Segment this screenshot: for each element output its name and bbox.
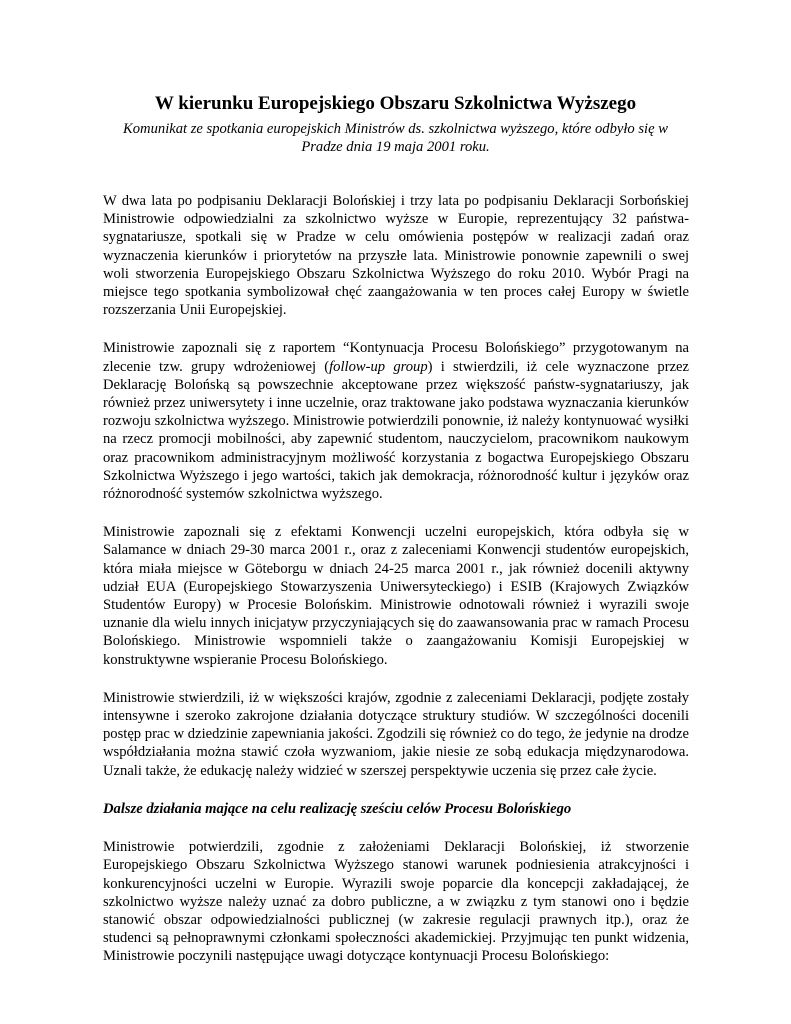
paragraph-progress: Ministrowie stwierdzili, iż w większości krajów, zgodnie z zaleceniami Deklaracji, podjęte zostały intensywne i szeroko zakrojone działania dotyczące struktury studiów. W szczególności docenili postęp prac w dziedzinie zapewniania jakości. Zgodzili się również co do tego, że jedynie na drodze współdziałania można stawić czoła wyzwaniom, jakie niesie ze sobą edukacja międzynarodowa. Uznali także, że edukację należy widzieć w szerszej perspektywie uczenia się przez całe życie. bbox=[103, 689, 689, 779]
paragraph-report bbox=[103, 339, 689, 503]
document-subtitle: Komunikat ze spotkania europejskich Ministrów ds. szkolnictwa wyższego, które odbyło się w Pradze dnia 19 maja 2001 roku. bbox=[123, 121, 668, 155]
paragraph-intro: W dwa lata po podpisaniu Deklaracji Bolońskiej i trzy lata po podpisaniu Deklaracji Sorbońskiej Ministrowie odpowiedzialni za szkolnictwo wyższe w Europie, reprezentujący 32 państwa-sygnatariusze, spotkali się w Pradze w celu omówienia postępów w realizacji zadań oraz wyznaczenia kierunków i priorytetów na przyszłe lata. Ministrowie ponownie zapewnili o swej woli stworzenia Europejskiego Obszaru Szkolnictwa Wyższego do roku 2010. Wybór Pragi na miejsce tego spotkania symbolizował chęć zaangażowania w ten proces całej Europy w świetle rozszerzania Unii Europejskiej. bbox=[103, 193, 689, 319]
paragraph-conventions: Ministrowie zapoznali się z efektami Konwencji uczelni europejskich, która odbyła się w Salamance w dniach 29-30 marca 2001 r., oraz z zaleceniami Konwencji studentów europejskich, która miała miejsce w Göteborgu w dniach 24-25 marca 2001 r., jak również docenili aktywny udział EUA (Europejskiego Stowarzyszenia Uniwersyteckiego) i ESIB (Krajowych Związków Studentów Europy) w Procesie Bolońskim. Ministrowie odnotowali również i wyrazili swoje uznanie dla wielu innych inicjatyw przyczyniających się do zaawansowania prac w ramach Procesu Bolońskiego. Ministrowie wspomnieli także o zaangażowaniu Komisji Europejskiej w konstruktywne wspieranie Procesu Bolońskiego. bbox=[103, 524, 689, 668]
paragraph-report-text-before: Ministrowie zapoznali się z raportem “Kontynuacja Procesu Bolońskiego” przygotowanym na zlecenie tzw. grupy wdrożeniowej ( bbox=[103, 340, 689, 375]
paragraph-further-actions: Ministrowie potwierdzili, zgodnie z założeniami Deklaracji Bolońskiej, iż stworzenie Europejskiego Obszaru Szkolnictwa Wyższego stanowi warunek podniesienia atrakcyjności i konkurencyjności uczelni w Europie. Wyrazili swoje poparcie dla koncepcji zakładającej, że szkolnictwo wyższe należy uznać za dobro publiczne, a w związku z tym stanowi ono i będzie stanowić obszar odpowiedzialności publicznej (w zakresie regulacji prawnych itp.), oraz że studenci są pełnoprawnymi członkami społeczności akademickiej. Przyjmując ten punkt widzenia, Ministrowie poczynili następujące uwagi dotyczące kontynuacji Procesu Bolońskiego: bbox=[103, 839, 689, 965]
document-title: W kierunku Europejskiego Obszaru Szkolnictwa Wyższego bbox=[154, 93, 637, 114]
paragraph-report-text-after: ) i stwierdzili, iż cele wyznaczone przez Deklarację Bolońską są powszechnie akceptowane przez większość państw-sygnatariuszy, jak również przez uniwersytety i inne uczelnie, oraz traktowane jako podstawa wyznaczania kierunków rozwoju szkolnictwa wyższego. Ministrowie potwierdzili ponownie, iż należy kontynuować wysiłki na rzecz promocji mobilności, aby zapewnić studentom, nauczycielom, pracownikom naukowym oraz pracownikom administracyjnym możliwość korzystania z bogactwa Europejskiego Obszaru Szkolnictwa Wyższego i jego wartości, takich jak demokracja, różnorodność kultur i języków oraz różnorodność systemów szkolnictwa wyższego. bbox=[103, 358, 689, 503]
paragraph-report-italic: follow-up group bbox=[329, 358, 428, 375]
section-heading: Dalsze działania mające na celu realizację sześciu celów Procesu Bolońskiego bbox=[103, 800, 572, 817]
document-body bbox=[103, 192, 689, 986]
